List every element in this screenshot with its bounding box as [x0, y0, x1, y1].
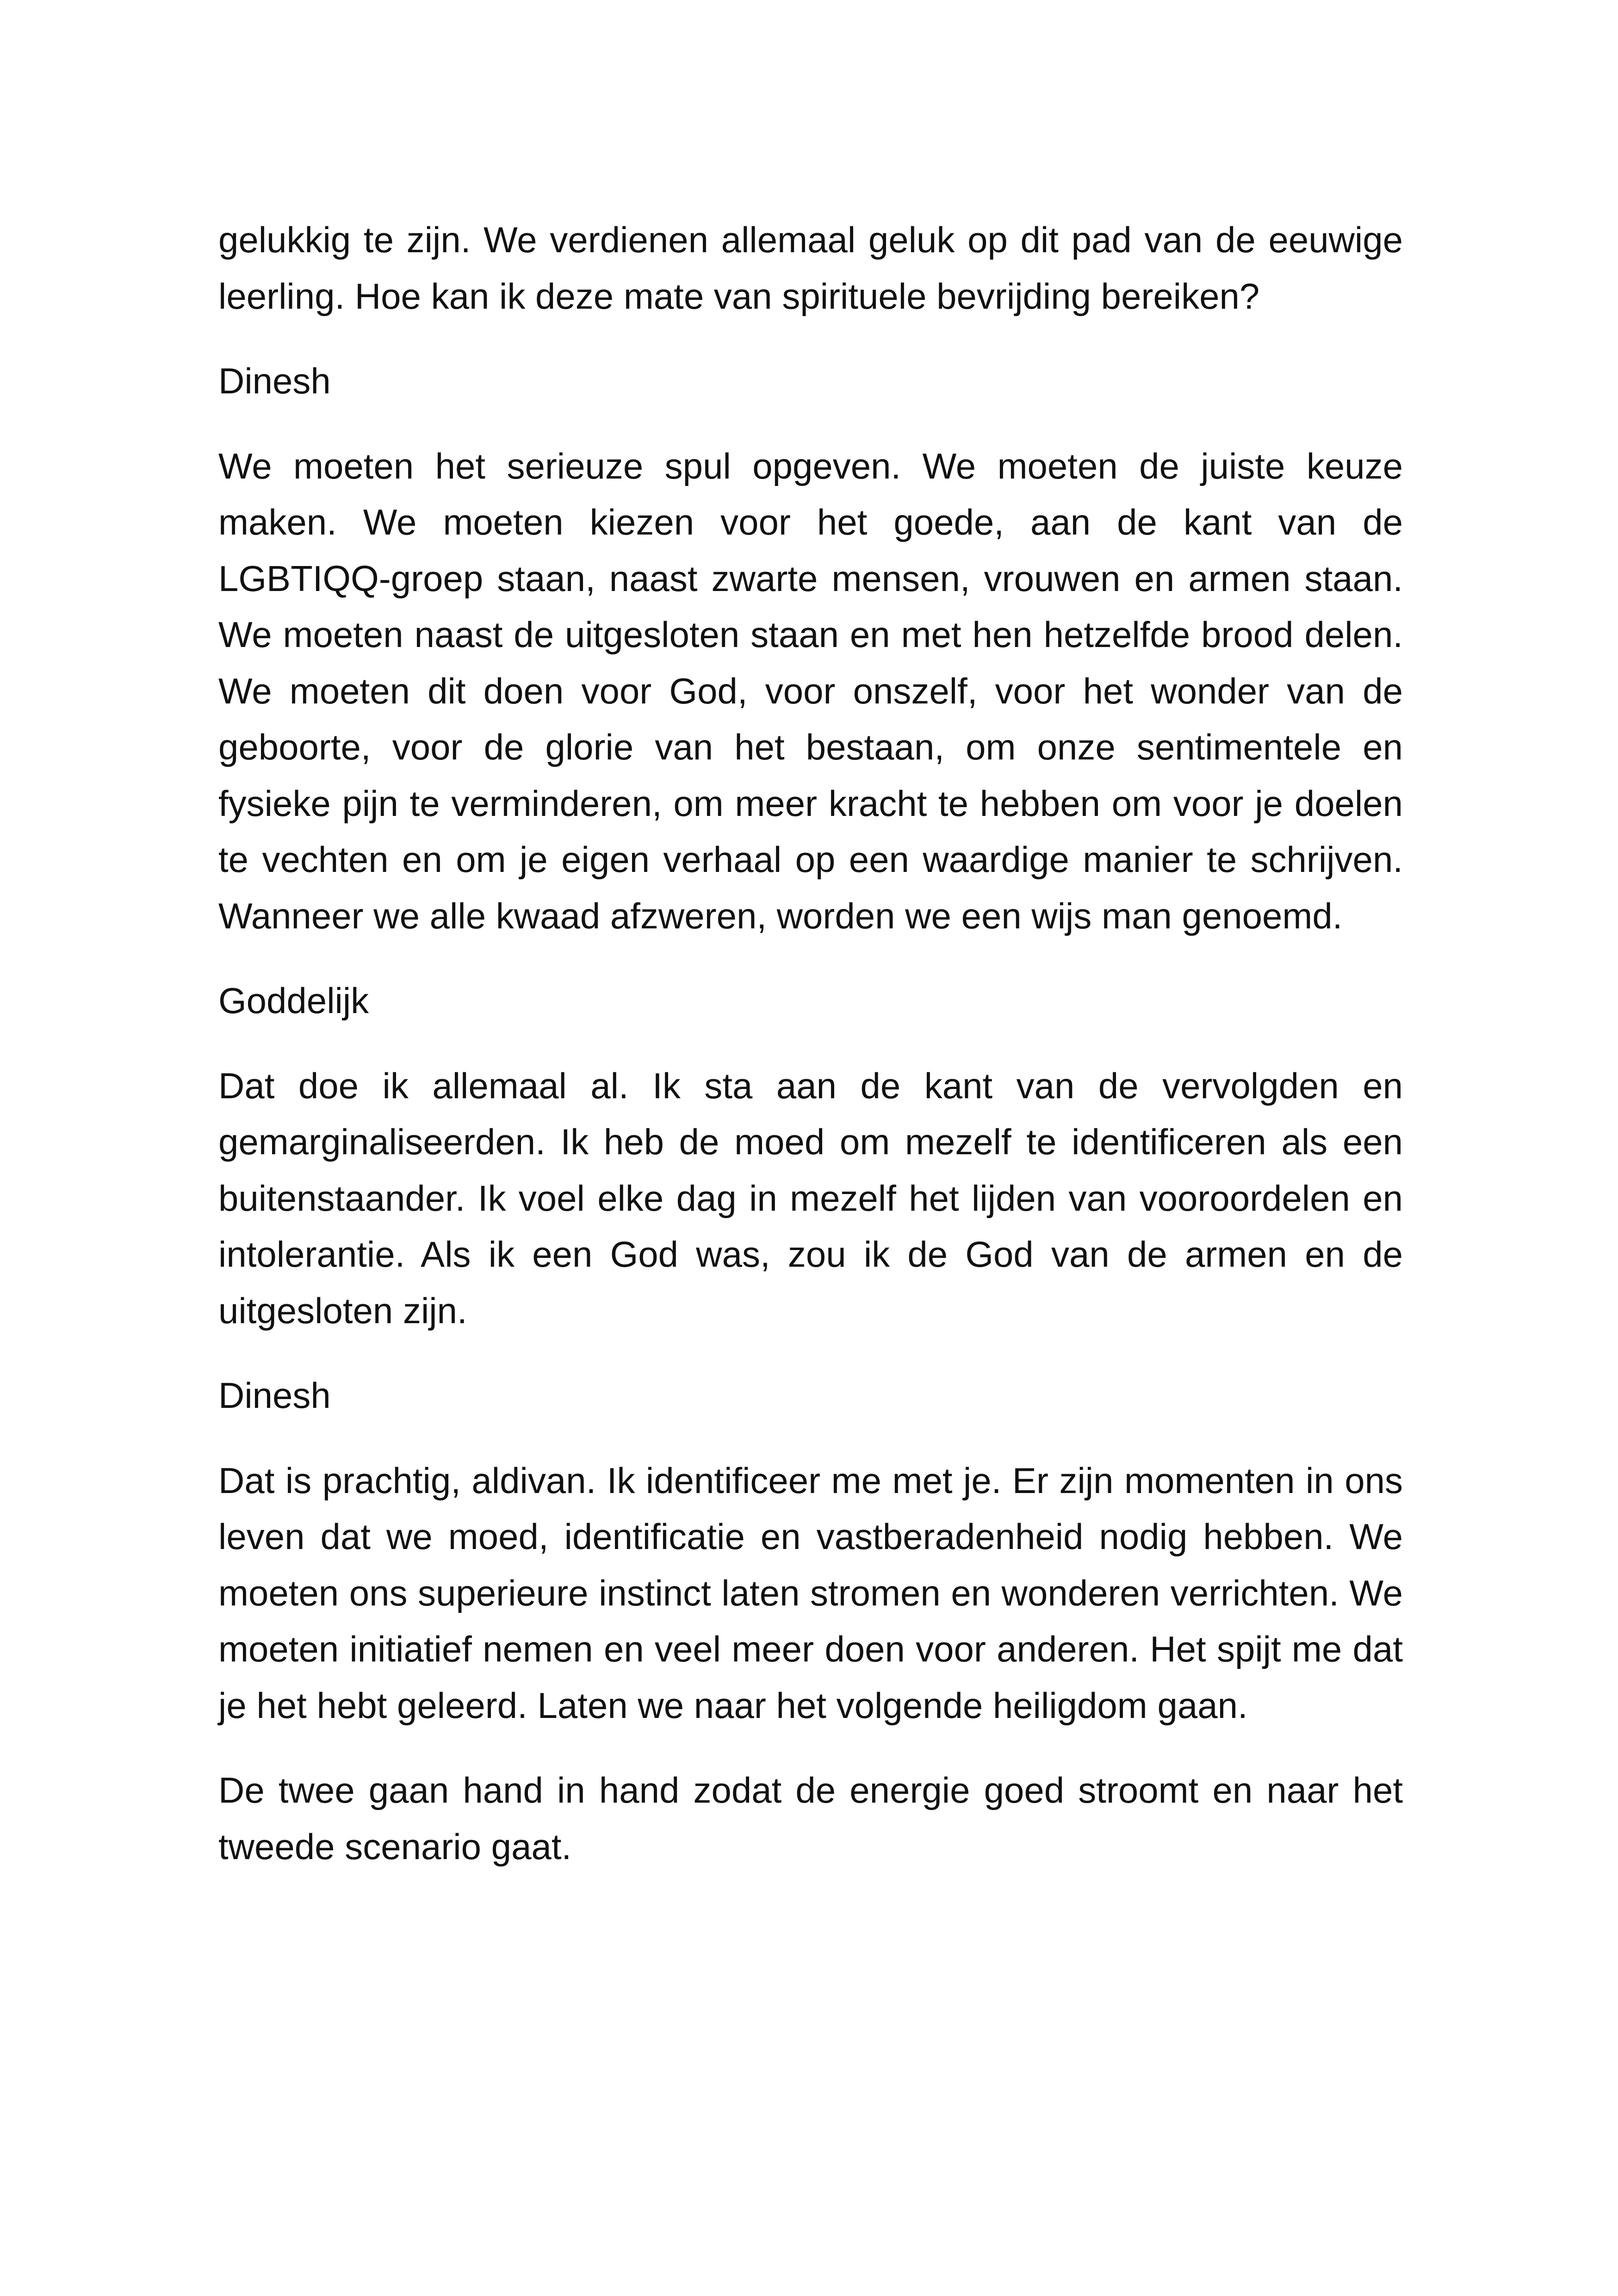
speaker-name: Dinesh	[218, 1375, 331, 1416]
paragraph: Dat is prachtig, aldivan. Ik identificeer me met je. Er zijn momenten in ons leven dat we moed, identificatie en vastberadenheid nodig hebben. We moeten ons superieure instinct laten stromen en wonderen verrichten. We moeten initiatief nemen en veel meer doen voor anderen. Het spijt me dat je het hebt geleerd. Laten we naar het volgende heiligdom gaan.	[218, 1460, 1403, 1726]
speaker-name: Goddelijk	[218, 980, 369, 1021]
paragraph: De twee gaan hand in hand zodat de energie goed stroomt en naar het tweede scenario gaat.	[218, 1770, 1403, 1867]
paragraph: gelukkig te zijn. We verdienen allemaal geluk op dit pad van de eeuwige leerling. Hoe kan ik deze mate van spirituele bevrijding bereiken?	[218, 219, 1403, 317]
document-body	[218, 212, 1403, 1904]
paragraph: We moeten het serieuze spul opgeven. We moeten de juiste keuze maken. We moeten kiezen voor het goede, aan de kant van de LGBTIQQ-groep staan, naast zwarte mensen, vrouwen en armen staan. We moeten naast de uitgesloten staan en met hen hetzelfde brood delen. We moeten dit doen voor God, voor onszelf, voor het wonder van de geboorte, voor de glorie van het bestaan, om onze sentimentele en fysieke pijn te verminderen, om meer kracht te hebben om voor je doelen te vechten en om je eigen verhaal op een waardige manier te schrijven. Wanneer we alle kwaad afzweren, worden we een wijs man genoemd.	[218, 445, 1403, 936]
paragraph: Dat doe ik allemaal al. Ik sta aan de kant van de vervolgden en gemarginaliseerden. Ik heb de moed om mezelf te identificeren als een buitenstaander. Ik voel elke dag in mezelf het lijden van vooroordelen en intolerantie. Als ik een God was, zou ik de God van de armen en de uitgesloten zijn.	[218, 1065, 1403, 1331]
speaker-name: Dinesh	[218, 361, 331, 401]
